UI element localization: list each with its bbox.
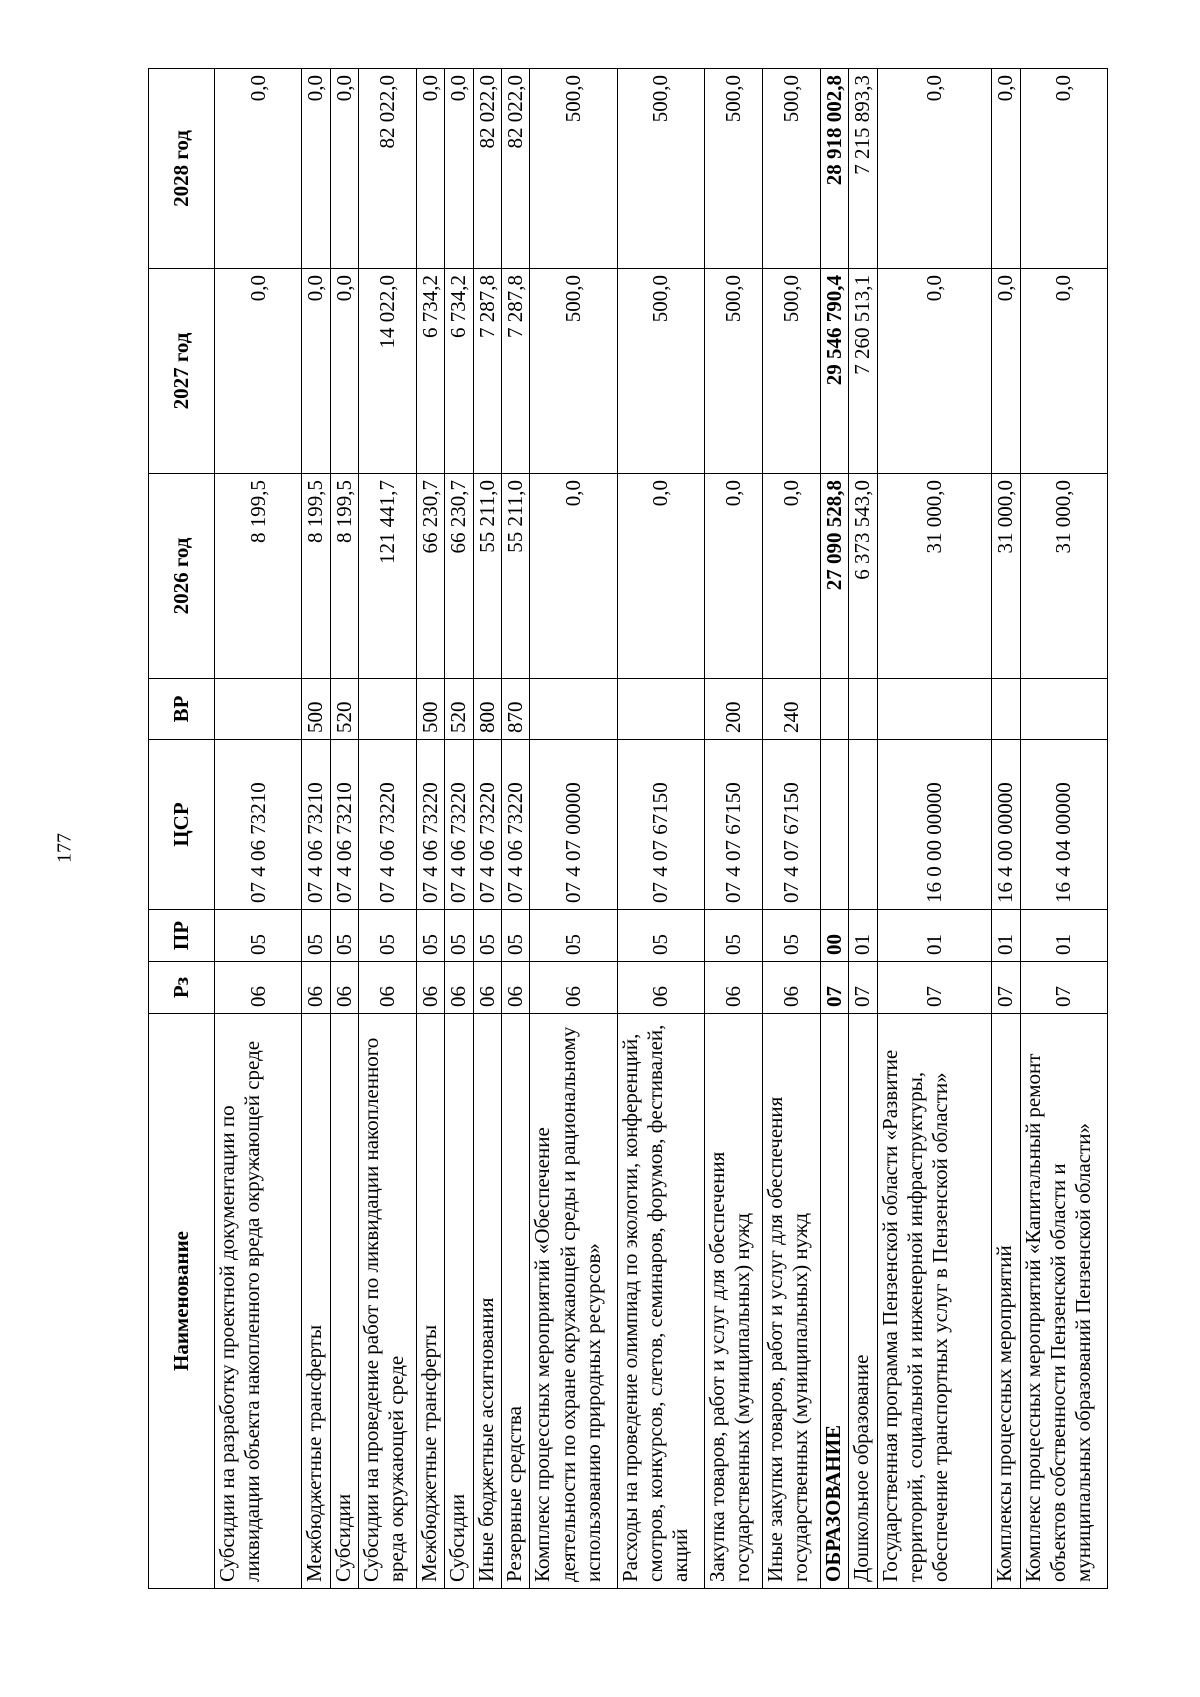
- row-csr: 07 4 07 67150: [762, 740, 820, 910]
- row-value-2027: 7 260 513,1: [849, 269, 877, 474]
- row-rz: 07: [877, 962, 992, 1014]
- row-value-2028: 0,0: [1020, 69, 1107, 269]
- row-value-2027: 6 734,2: [445, 269, 473, 474]
- row-rz: 06: [359, 962, 417, 1014]
- row-pr: 05: [330, 910, 358, 962]
- row-name: Иные закупки товаров, работ и услуг для обеспечения государственных (муниципальных) нужд: [762, 1014, 820, 1589]
- row-vr: 500: [302, 679, 330, 740]
- row-value-2026: 31 000,0: [1020, 474, 1107, 679]
- row-rz: 06: [762, 962, 820, 1014]
- row-value-2028: 82 022,0: [502, 69, 530, 269]
- row-name: Межбюджетные трансферты: [416, 1014, 444, 1589]
- row-pr: 00: [820, 910, 848, 962]
- row-vr: 800: [473, 679, 501, 740]
- row-csr: 16 4 04 00000: [1020, 740, 1107, 910]
- row-value-2028: 28 918 002,8: [820, 69, 848, 269]
- row-rz: 06: [705, 962, 763, 1014]
- row-vr: 520: [445, 679, 473, 740]
- row-name: Субсидии на проведение работ по ликвидации накопленного вреда окружающей среде: [359, 1014, 417, 1589]
- row-value-2026: 0,0: [530, 474, 617, 679]
- row-rz: 06: [530, 962, 617, 1014]
- row-value-2028: 500,0: [530, 69, 617, 269]
- table-row: [302, 69, 330, 1589]
- row-value-2026: 0,0: [762, 474, 820, 679]
- table-row: [1020, 69, 1107, 1589]
- row-name: Межбюджетные трансферты: [302, 1014, 330, 1589]
- row-rz: 07: [820, 962, 848, 1014]
- row-vr: 240: [762, 679, 820, 740]
- row-value-2026: 66 230,7: [416, 474, 444, 679]
- table-row: [473, 69, 501, 1589]
- row-value-2028: 0,0: [992, 69, 1020, 269]
- row-value-2026: 27 090 528,8: [820, 474, 848, 679]
- row-name: Закупка товаров, работ и услуг для обеспечения государственных (муниципальных) нужд: [705, 1014, 763, 1589]
- row-value-2026: 8 199,5: [330, 474, 358, 679]
- row-vr: 870: [502, 679, 530, 740]
- row-csr: 07 4 07 00000: [530, 740, 617, 910]
- row-value-2026: 8 199,5: [215, 474, 302, 679]
- row-value-2027: 0,0: [330, 269, 358, 474]
- row-name: Дошкольное образование: [849, 1014, 877, 1589]
- row-value-2027: 500,0: [705, 269, 763, 474]
- column-header: ВР: [149, 679, 215, 740]
- row-value-2028: 0,0: [445, 69, 473, 269]
- row-vr: 520: [330, 679, 358, 740]
- row-value-2026: 0,0: [705, 474, 763, 679]
- row-pr: 05: [705, 910, 763, 962]
- row-pr: 05: [502, 910, 530, 962]
- row-value-2026: 55 211,0: [473, 474, 501, 679]
- row-vr: [359, 679, 417, 740]
- row-vr: [849, 679, 877, 740]
- column-header: Рз: [149, 962, 215, 1014]
- row-rz: 06: [302, 962, 330, 1014]
- row-name: Субсидии: [330, 1014, 358, 1589]
- row-csr: 07 4 06 73210: [215, 740, 302, 910]
- row-csr: 07 4 06 73220: [359, 740, 417, 910]
- table-row: [330, 69, 358, 1589]
- row-value-2028: 0,0: [877, 69, 992, 269]
- row-csr: 07 4 06 73210: [302, 740, 330, 910]
- row-name: ОБРАЗОВАНИЕ: [820, 1014, 848, 1589]
- row-vr: 500: [416, 679, 444, 740]
- row-pr: 05: [617, 910, 704, 962]
- column-header: 2028 год: [149, 69, 215, 269]
- row-pr: 01: [877, 910, 992, 962]
- row-value-2028: 82 022,0: [473, 69, 501, 269]
- row-rz: 07: [1020, 962, 1107, 1014]
- row-value-2026: 55 211,0: [502, 474, 530, 679]
- table-row: [849, 69, 877, 1589]
- row-rz: 06: [445, 962, 473, 1014]
- row-rz: 06: [215, 962, 302, 1014]
- row-name: Резервные средства: [502, 1014, 530, 1589]
- row-value-2026: 31 000,0: [877, 474, 992, 679]
- row-vr: [992, 679, 1020, 740]
- table-row: [705, 69, 763, 1589]
- row-value-2028: 0,0: [215, 69, 302, 269]
- row-value-2028: 500,0: [617, 69, 704, 269]
- column-header: ЦСР: [149, 740, 215, 910]
- row-pr: 05: [530, 910, 617, 962]
- row-name: Расходы на проведение олимпиад по экологии, конференций, смотров, конкурсов, слетов, семинаров, форумов, фестивалей, акций: [617, 1014, 704, 1589]
- row-value-2026: 121 441,7: [359, 474, 417, 679]
- row-name: Субсидии на разработку проектной документации по ликвидации объекта накопленного вреда окружающей среде: [215, 1014, 302, 1589]
- row-value-2028: 500,0: [705, 69, 763, 269]
- row-value-2027: 0,0: [877, 269, 992, 474]
- row-value-2028: 500,0: [762, 69, 820, 269]
- row-value-2027: 500,0: [617, 269, 704, 474]
- row-value-2027: 0,0: [215, 269, 302, 474]
- row-rz: 06: [330, 962, 358, 1014]
- row-value-2028: 7 215 893,3: [849, 69, 877, 269]
- row-vr: [820, 679, 848, 740]
- row-vr: [215, 679, 302, 740]
- row-csr: [820, 740, 848, 910]
- column-header: ПР: [149, 910, 215, 962]
- row-rz: 06: [617, 962, 704, 1014]
- page-number: 177: [53, 833, 76, 863]
- table-row: [877, 69, 992, 1589]
- row-csr: 07 4 06 73220: [502, 740, 530, 910]
- row-value-2027: 500,0: [530, 269, 617, 474]
- row-value-2027: 0,0: [992, 269, 1020, 474]
- row-csr: 07 4 06 73220: [445, 740, 473, 910]
- row-name: Комплекс процессных мероприятий «Капитальный ремонт объектов собственности Пензенской области и муниципальных образований Пензенской области»: [1020, 1014, 1107, 1589]
- row-rz: 06: [416, 962, 444, 1014]
- row-pr: 05: [215, 910, 302, 962]
- row-name: Иные бюджетные ассигнования: [473, 1014, 501, 1589]
- table-row: [359, 69, 417, 1589]
- column-header: 2026 год: [149, 474, 215, 679]
- row-value-2027: 7 287,8: [473, 269, 501, 474]
- row-csr: [849, 740, 877, 910]
- row-vr: 200: [705, 679, 763, 740]
- row-vr: [530, 679, 617, 740]
- row-value-2026: 66 230,7: [445, 474, 473, 679]
- row-vr: [1020, 679, 1107, 740]
- budget-table-container: [148, 69, 1108, 1589]
- row-name: Субсидии: [445, 1014, 473, 1589]
- row-value-2027: 0,0: [1020, 269, 1107, 474]
- row-value-2027: 7 287,8: [502, 269, 530, 474]
- row-vr: [617, 679, 704, 740]
- row-csr: 07 4 06 73210: [330, 740, 358, 910]
- table-header-row: [149, 69, 215, 1589]
- row-name: Комплекс процессных мероприятий «Обеспечение деятельности по охране окружающей среды и рациональному использованию природных ресурсов»: [530, 1014, 617, 1589]
- row-pr: 05: [473, 910, 501, 962]
- row-value-2027: 6 734,2: [416, 269, 444, 474]
- row-pr: 05: [762, 910, 820, 962]
- row-value-2028: 0,0: [302, 69, 330, 269]
- table-row: [617, 69, 704, 1589]
- row-value-2026: 31 000,0: [992, 474, 1020, 679]
- row-value-2027: 500,0: [762, 269, 820, 474]
- row-value-2027: 29 546 790,4: [820, 269, 848, 474]
- row-csr: 16 0 00 00000: [877, 740, 992, 910]
- row-value-2026: 8 199,5: [302, 474, 330, 679]
- row-pr: 01: [1020, 910, 1107, 962]
- row-vr: [877, 679, 992, 740]
- table-row: [820, 69, 848, 1589]
- row-rz: 06: [502, 962, 530, 1014]
- row-value-2028: 82 022,0: [359, 69, 417, 269]
- row-name: Комплексы процессных мероприятий: [992, 1014, 1020, 1589]
- table-row: [530, 69, 617, 1589]
- table-row: [502, 69, 530, 1589]
- row-csr: 16 4 00 00000: [992, 740, 1020, 910]
- row-csr: 07 4 07 67150: [617, 740, 704, 910]
- row-name: Государственная программа Пензенской области «Развитие территорий, социальной и инженерной инфраструктуры, обеспечение транспортных услуг в Пензенской области»: [877, 1014, 992, 1589]
- row-pr: 01: [849, 910, 877, 962]
- row-pr: 05: [445, 910, 473, 962]
- row-value-2027: 14 022,0: [359, 269, 417, 474]
- row-rz: 07: [849, 962, 877, 1014]
- row-value-2026: 6 373 543,0: [849, 474, 877, 679]
- row-rz: 07: [992, 962, 1020, 1014]
- row-value-2027: 0,0: [302, 269, 330, 474]
- row-pr: 05: [302, 910, 330, 962]
- row-pr: 05: [359, 910, 417, 962]
- table-row: [416, 69, 444, 1589]
- row-csr: 07 4 06 73220: [473, 740, 501, 910]
- row-pr: 05: [416, 910, 444, 962]
- row-pr: 01: [992, 910, 1020, 962]
- budget-table: [148, 68, 1108, 1589]
- table-row: [762, 69, 820, 1589]
- row-value-2028: 0,0: [416, 69, 444, 269]
- table-row: [215, 69, 302, 1589]
- table-row: [445, 69, 473, 1589]
- row-rz: 06: [473, 962, 501, 1014]
- row-csr: 07 4 06 73220: [416, 740, 444, 910]
- row-csr: 07 4 07 67150: [705, 740, 763, 910]
- table-row: [992, 69, 1020, 1589]
- row-value-2028: 0,0: [330, 69, 358, 269]
- column-header: 2027 год: [149, 269, 215, 474]
- column-header: Наименование: [149, 1014, 215, 1589]
- row-value-2026: 0,0: [617, 474, 704, 679]
